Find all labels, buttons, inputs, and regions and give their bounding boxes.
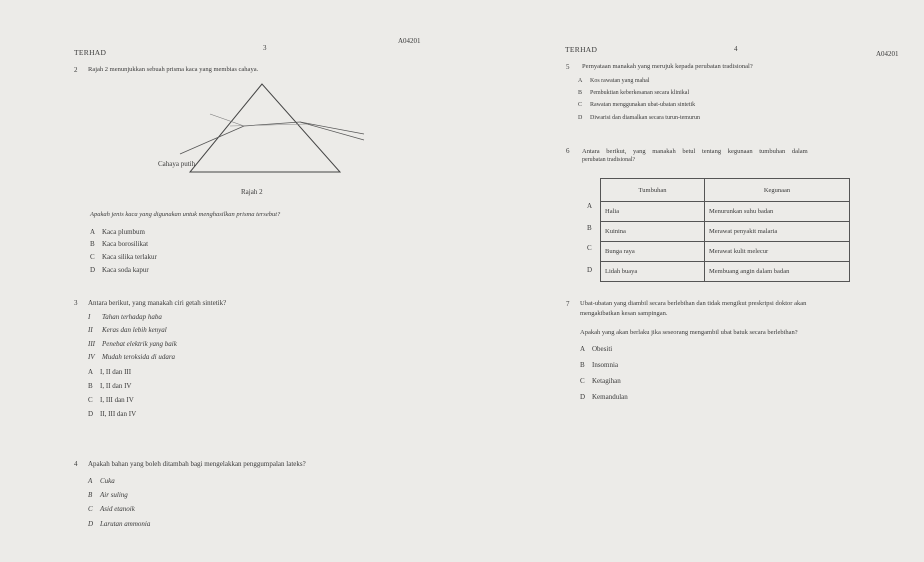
option-text: Rawatan menggunakan ubat-ubatan sintetik bbox=[590, 102, 696, 108]
q4-option-a[interactable] bbox=[88, 477, 115, 485]
q2-question: Apakah jenis kaca yang digunakan untuk menghasilkan prisma tersebut? bbox=[90, 211, 281, 218]
q6-header-use: Kegunaan bbox=[705, 179, 850, 202]
option-text: I, II dan III bbox=[100, 368, 132, 376]
q4-number: 4 bbox=[74, 460, 78, 468]
option-letter: A bbox=[580, 345, 586, 353]
q2-option-c[interactable] bbox=[90, 253, 157, 261]
option-letter: A bbox=[90, 228, 96, 236]
option-letter: D bbox=[88, 520, 94, 528]
q4-option-c[interactable] bbox=[88, 505, 135, 513]
q6-row-letter-b[interactable]: B bbox=[587, 224, 592, 232]
right-header-label: TERHAD bbox=[565, 45, 598, 54]
left-page-number: 3 bbox=[263, 44, 267, 52]
q5-stem: Pernyataan manakah yang merujuk kepada perubatan tradisional? bbox=[582, 63, 753, 70]
q3-statement-4 bbox=[88, 353, 175, 361]
q4-stem: Apakah bahan yang boleh ditambah bagi mengelakkan penggumpalan lateks? bbox=[88, 460, 306, 468]
option-text: Larutan ammonia bbox=[100, 520, 151, 528]
light-ray-incident bbox=[180, 126, 244, 154]
q6-table-row bbox=[601, 202, 850, 222]
q5-option-b[interactable] bbox=[578, 90, 689, 96]
option-text: Kaca soda kapur bbox=[102, 266, 149, 274]
statement-text: Tahan terhadap haba bbox=[102, 313, 162, 321]
option-text: Ketagihan bbox=[592, 377, 621, 385]
q6-cell-use: Membuang angin dalam badan bbox=[705, 262, 850, 282]
option-text: Kos rawatan yang mahal bbox=[590, 78, 650, 84]
option-letter: B bbox=[90, 240, 95, 248]
left-paper-code: A04201 bbox=[398, 37, 421, 45]
option-text: Diwarisi dan diamalkan secara turun-temurun bbox=[590, 115, 700, 121]
option-text: Insomnia bbox=[592, 361, 619, 369]
q7-option-c[interactable] bbox=[580, 377, 621, 385]
option-text: Kaca borosilikat bbox=[102, 240, 149, 248]
light-ray-out-1 bbox=[300, 122, 364, 134]
q2-number: 2 bbox=[74, 66, 78, 74]
option-letter: C bbox=[580, 377, 585, 385]
option-letter: A bbox=[578, 78, 583, 84]
q2-option-a[interactable] bbox=[90, 228, 145, 236]
option-letter: C bbox=[578, 102, 583, 108]
q4-option-b[interactable] bbox=[88, 491, 128, 499]
option-letter: A bbox=[88, 477, 93, 485]
q7-option-b[interactable] bbox=[580, 361, 618, 369]
q6-table-row bbox=[601, 242, 850, 262]
option-text: Cuka bbox=[100, 477, 115, 485]
q6-stem-line2: perubatan tradisional? bbox=[582, 157, 636, 163]
right-page-number: 4 bbox=[734, 45, 738, 53]
statement-text: Mudah teroksida di udara bbox=[102, 353, 176, 361]
q6-number: 6 bbox=[566, 147, 570, 155]
normal-line bbox=[210, 114, 244, 126]
q7-question: Apakah yang akan berlaku jika seseorang mengambil ubat batuk secara berlebihan? bbox=[580, 329, 798, 336]
option-letter: C bbox=[90, 253, 95, 261]
q5-option-c[interactable] bbox=[578, 102, 695, 108]
statement-numeral: III bbox=[88, 340, 95, 348]
q7-number: 7 bbox=[566, 300, 570, 308]
right-paper-code: A04201 bbox=[876, 50, 899, 58]
q3-statement-3 bbox=[88, 340, 177, 348]
option-letter: D bbox=[580, 393, 586, 401]
prism-triangle bbox=[190, 84, 340, 172]
option-text: Kemandulan bbox=[592, 393, 628, 401]
q6-cell-plant: Halia bbox=[601, 202, 705, 222]
option-text: Pembuktian keberkesanan secara klinikal bbox=[590, 90, 690, 96]
q7-option-d[interactable] bbox=[580, 393, 628, 401]
option-text: Obesiti bbox=[592, 345, 613, 353]
q6-table-header-row bbox=[601, 179, 850, 202]
statement-numeral: I bbox=[88, 313, 91, 321]
left-header-label: TERHAD bbox=[74, 48, 107, 57]
q6-cell-plant: Kuinina bbox=[601, 222, 705, 242]
option-text: I, II dan IV bbox=[100, 382, 132, 390]
figure-caption: Rajah 2 bbox=[241, 188, 263, 196]
q6-header-plant: Tumbuhan bbox=[601, 179, 705, 202]
option-letter: B bbox=[580, 361, 585, 369]
q6-row-letter-d[interactable]: D bbox=[587, 266, 593, 274]
option-text: II, III dan IV bbox=[100, 410, 137, 418]
q6-cell-plant: Lidah buaya bbox=[601, 262, 705, 282]
white-light-label: Cahaya putih bbox=[158, 160, 196, 168]
q4-option-d[interactable] bbox=[88, 520, 150, 528]
q6-cell-use: Merawat kulit melecur bbox=[705, 242, 850, 262]
q3-option-c[interactable] bbox=[88, 396, 134, 404]
prism-diagram bbox=[150, 80, 370, 185]
q3-option-b[interactable] bbox=[88, 382, 132, 390]
q5-option-d[interactable] bbox=[578, 115, 700, 121]
q6-cell-use: Merawat penyakit malaria bbox=[705, 222, 850, 242]
q2-option-b[interactable] bbox=[90, 240, 148, 248]
q6-row-letter-c[interactable]: C bbox=[587, 244, 592, 252]
option-letter: B bbox=[578, 90, 583, 96]
q2-option-d[interactable] bbox=[90, 266, 149, 274]
statement-text: Penebat elektrik yang baik bbox=[102, 340, 177, 348]
q3-number: 3 bbox=[74, 299, 78, 307]
option-text: Asid etanoik bbox=[100, 505, 135, 513]
option-text: Air suling bbox=[100, 491, 128, 499]
q7-stem-line1: Ubat-ubatan yang diambil secara berlebihan dan tidak mengikut preskripsi doktor akan bbox=[580, 300, 807, 307]
statement-numeral: II bbox=[88, 326, 93, 334]
option-text: Kaca plumbum bbox=[102, 228, 145, 236]
q6-cell-plant: Bunga raya bbox=[601, 242, 705, 262]
q7-stem-line2: mengakibatkan kesan sampingan. bbox=[580, 310, 668, 317]
q5-option-a[interactable] bbox=[578, 78, 649, 84]
q6-row-letter-a[interactable]: A bbox=[587, 202, 593, 210]
option-letter: A bbox=[88, 368, 94, 376]
q5-number: 5 bbox=[566, 63, 570, 71]
option-text: I, III dan IV bbox=[100, 396, 134, 404]
option-letter: C bbox=[88, 505, 93, 513]
q2-stem: Rajah 2 menunjukkan sebuah prisma kaca yang membias cahaya. bbox=[88, 66, 259, 73]
option-text: Kaca silika terlakur bbox=[102, 253, 157, 261]
option-letter: D bbox=[90, 266, 96, 274]
option-letter: B bbox=[88, 491, 93, 499]
q6-table bbox=[600, 178, 850, 282]
option-letter: B bbox=[88, 382, 93, 390]
q3-statement-1 bbox=[88, 313, 162, 321]
statement-text: Keras dan lebih kenyal bbox=[102, 326, 167, 334]
q6-cell-use: Menurunkan suhu badan bbox=[705, 202, 850, 222]
q3-stem: Antara berikut, yang manakah ciri getah sintetik? bbox=[88, 299, 227, 307]
q6-stem-line1: Antara berikut, yang manakah betul tentang kegunaan tumbuhan dalam bbox=[582, 148, 808, 155]
q3-option-a[interactable] bbox=[88, 368, 131, 376]
q6-table-row bbox=[601, 222, 850, 242]
statement-numeral: IV bbox=[88, 353, 95, 361]
q3-statement-2 bbox=[88, 326, 167, 334]
option-letter: D bbox=[88, 410, 94, 418]
option-letter: C bbox=[88, 396, 93, 404]
q3-option-d[interactable] bbox=[88, 410, 136, 418]
q6-table-row bbox=[601, 262, 850, 282]
option-letter: D bbox=[578, 115, 583, 121]
q7-option-a[interactable] bbox=[580, 345, 612, 353]
